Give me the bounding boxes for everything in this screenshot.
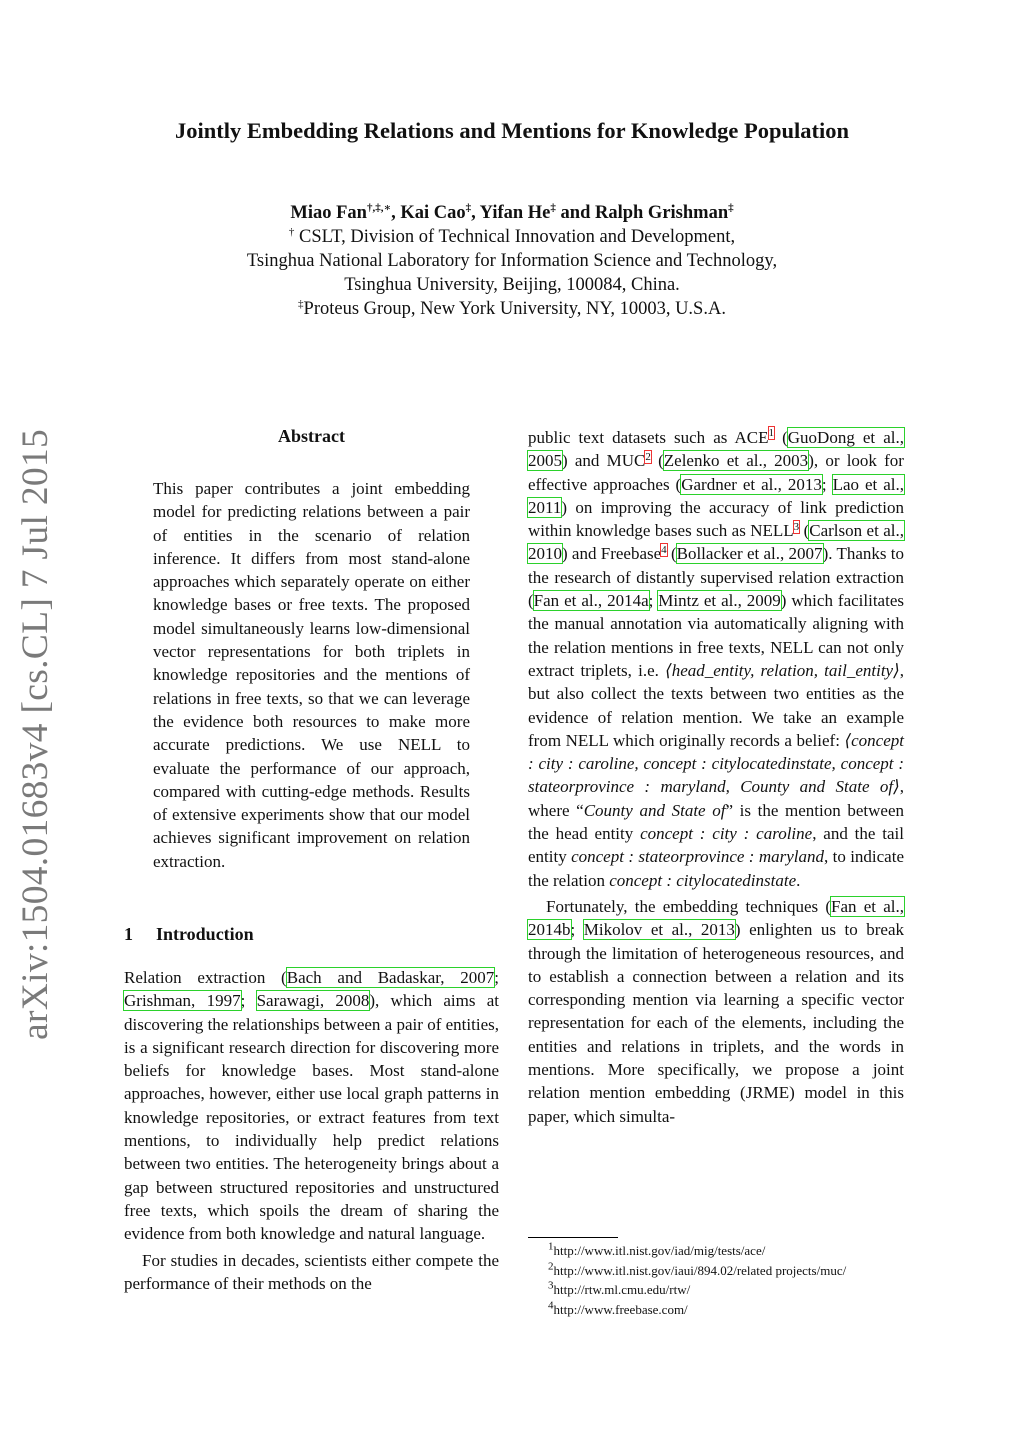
footnote xyxy=(528,1241,928,1261)
text-run: ) which facilitates the manual annotation via automatically aligning with the relation mentions in free texts, NELL can not only extract triplets, i.e. xyxy=(528,591,904,680)
left-column-body xyxy=(124,966,499,1295)
citation-link[interactable]: Gardner et al., 2013 xyxy=(681,474,822,494)
text-run: , but also collect the texts between two entities as the evidence of relation mention. We take an example from NELL which originally records a belief: xyxy=(528,660,904,750)
citation-link[interactable]: Zelenko et al., 2003 xyxy=(663,451,809,471)
author-separator: and xyxy=(555,203,595,223)
footnote-url[interactable]: http://www.freebase.com/ xyxy=(553,1301,688,1317)
text-run: , where “ xyxy=(528,777,904,820)
text-run: public text datasets such as ACE xyxy=(528,428,769,447)
citation-link[interactable]: Fan et al., 2014b xyxy=(528,896,904,940)
footnote-mark: 2 xyxy=(548,1260,554,1273)
citation-link[interactable]: Grishman, 1997 xyxy=(124,991,241,1011)
text-run: ) enlighten us to break through the limitation of heterogeneous resources, and to establish a connection between a relation and its corresponding mention via learning a specific vector representation for each of the elements, including the entities and relations in triplets, and the words in mentions. More specifically, we propose a joint relation mention embedding (JRME) model in this paper, which simulta- xyxy=(528,920,904,1126)
footnote-rule xyxy=(528,1237,618,1238)
text-run: Fortunately, the embedding techniques ( xyxy=(546,896,832,916)
author-name: Yifan He xyxy=(479,203,551,223)
affiliation-text: Proteus Group, New York University, NY, 10003, U.S.A. xyxy=(303,299,726,319)
text-run: ) and MUC xyxy=(562,451,646,471)
footnote-ref[interactable]: 3 xyxy=(793,520,800,533)
paper-title: Jointly Embedding Relations and Mentions for Knowledge Population xyxy=(174,118,850,143)
paragraph xyxy=(528,895,904,1128)
section-heading-introduction xyxy=(124,924,254,945)
paragraph: For studies in decades, scientists either compete the performance of their methods on the xyxy=(124,1250,499,1293)
citation-link[interactable]: Bach and Badaskar, 2007 xyxy=(286,968,495,987)
text-run: ), or look for effective approaches ( xyxy=(528,451,904,494)
section-title: Introduction xyxy=(156,924,254,944)
text-run: ( xyxy=(650,451,664,471)
footnote-mark: 1 xyxy=(548,1240,554,1253)
footnote-url[interactable]: http://www.itl.nist.gov/iad/mig/tests/ace/ xyxy=(553,1243,766,1258)
math-expression: concept : citylocatedinstate xyxy=(609,870,797,890)
affiliation-line: Tsinghua National Laboratory for Information Science and Technology, xyxy=(246,251,778,271)
affil-mark: ‡ xyxy=(298,297,304,310)
paragraph xyxy=(124,966,499,1246)
abstract-text: This paper contributes a joint embedding model for predicting relations between a pair of entities in the scenario of relation inference. It differs from most stand-alone approaches which separately operate on either knowledge bases or free texts. The proposed model simultaneously learns low-dimensional vector representations for both triplets in knowledge repositories and the mentions of relations in free texts, so that we can leverage the evidence both resources to make more accurate predictions. We use NELL to evaluate the performance of our approach, compared with cutting-edge methods. Results of extensive experiments show that our model achieves significant improvement on relation extraction. xyxy=(153,479,470,871)
footnotes xyxy=(528,1241,928,1319)
math-expression: ⟨concept : city : caroline, concept : citylocatedinstate, concept : stateorprovince : maryland, County and State of⟩ xyxy=(528,730,904,797)
text-run: ), which aims at discovering the relationships between a pair of entities, is a significant research direction for discovering more beliefs for knowledge bases. Most stand-alone approaches, however, either use local graph patterns in knowledge repositories, or extract features from text mentions, to individually help predict relations between two entities. The heterogeneity brings about a gap between structured repositories and unstructured free texts, which spoils the dream of sharing the evidence from both knowledge and natural language. xyxy=(124,991,499,1244)
citation-link[interactable]: GuoDong et al., 2005 xyxy=(528,428,904,471)
abstract-heading: Abstract xyxy=(278,426,345,446)
author-name: Kai Cao xyxy=(400,203,466,223)
citation-link[interactable]: Carlson et al., 2010 xyxy=(528,521,904,564)
text-run: ; xyxy=(494,968,500,987)
text-run: ). Thanks to the research of distantly supervised relation extraction ( xyxy=(528,544,904,611)
affil-mark: † xyxy=(288,225,295,238)
section-number: 1 xyxy=(124,924,133,944)
affiliation-line: Tsinghua University, Beijing, 100084, China. xyxy=(344,275,680,295)
author-block xyxy=(0,201,1024,321)
arxiv-identifier: arXiv:1504.01683v4 [cs.CL] 7 Jul 2015 xyxy=(15,428,56,1040)
author-affil-mark: ‡ xyxy=(465,201,472,214)
author-separator: , xyxy=(391,203,401,223)
affiliation-line xyxy=(0,225,1024,249)
citation-link[interactable]: Sarawagi, 2008 xyxy=(256,991,370,1011)
footnote xyxy=(528,1261,928,1281)
text-run: ; xyxy=(821,474,833,494)
footnote-url[interactable]: http://www.itl.nist.gov/iaui/894.02/related projects/muc/ xyxy=(553,1262,847,1278)
footnote xyxy=(528,1300,928,1320)
text-run: ( xyxy=(799,521,810,541)
right-column-body xyxy=(528,426,904,1128)
text-run: ) and Freebase xyxy=(562,544,662,564)
text-run: ; xyxy=(570,920,584,940)
footnote-ref[interactable]: 4 xyxy=(661,543,667,556)
author-affil-mark: ‡ xyxy=(550,201,556,214)
author-affil-mark: †,‡,∗ xyxy=(366,201,392,214)
affiliation-line xyxy=(0,297,1024,321)
text-run: ( xyxy=(774,428,788,447)
citation-link[interactable]: Lao et al., 2011 xyxy=(528,474,904,517)
math-expression: concept : city : caroline xyxy=(640,824,813,844)
citation-link[interactable]: Fan et al., 2014a xyxy=(533,591,649,611)
footnote-ref[interactable]: 2 xyxy=(645,450,651,463)
affiliation-text: CSLT, Division of Technical Innovation and Development, xyxy=(294,227,736,247)
author-affil-mark: ‡ xyxy=(728,201,734,214)
text-run: ; xyxy=(648,591,659,611)
footnote-mark: 4 xyxy=(548,1299,554,1312)
text-run: . xyxy=(796,870,801,890)
math-expression: concept : stateorprovince : maryland xyxy=(571,847,824,867)
author-separator: , xyxy=(471,203,480,223)
author-name: Miao Fan xyxy=(290,203,367,223)
text-run: ; xyxy=(240,991,257,1011)
text-run: ” is the mention between the head entity xyxy=(528,800,904,844)
text-run: ) on improving the accuracy of link prediction within knowledge bases such as NELL xyxy=(528,497,904,541)
text-run: , and the tail entity xyxy=(528,824,904,867)
text-run: Relation extraction ( xyxy=(124,968,287,987)
math-expression: ⟨head_entity, relation, tail_entity⟩ xyxy=(665,660,900,680)
text-run: , to indicate the relation xyxy=(528,847,904,890)
math-expression: County and State of xyxy=(583,800,726,820)
author-names xyxy=(0,201,1024,225)
footnote-mark: 3 xyxy=(548,1279,554,1292)
citation-link[interactable]: Mikolov et al., 2013 xyxy=(583,920,735,940)
author-name: Ralph Grishman xyxy=(594,203,729,223)
citation-link[interactable]: Mintz et al., 2009 xyxy=(658,591,781,611)
footnote-url[interactable]: http://rtw.ml.cmu.edu/rtw/ xyxy=(553,1282,691,1297)
citation-link[interactable]: Bollacker et al., 2007 xyxy=(676,544,823,564)
footnote xyxy=(528,1280,928,1300)
text-run: ( xyxy=(666,544,677,564)
paragraph xyxy=(528,426,904,892)
footnote-ref[interactable]: 1 xyxy=(768,427,775,440)
